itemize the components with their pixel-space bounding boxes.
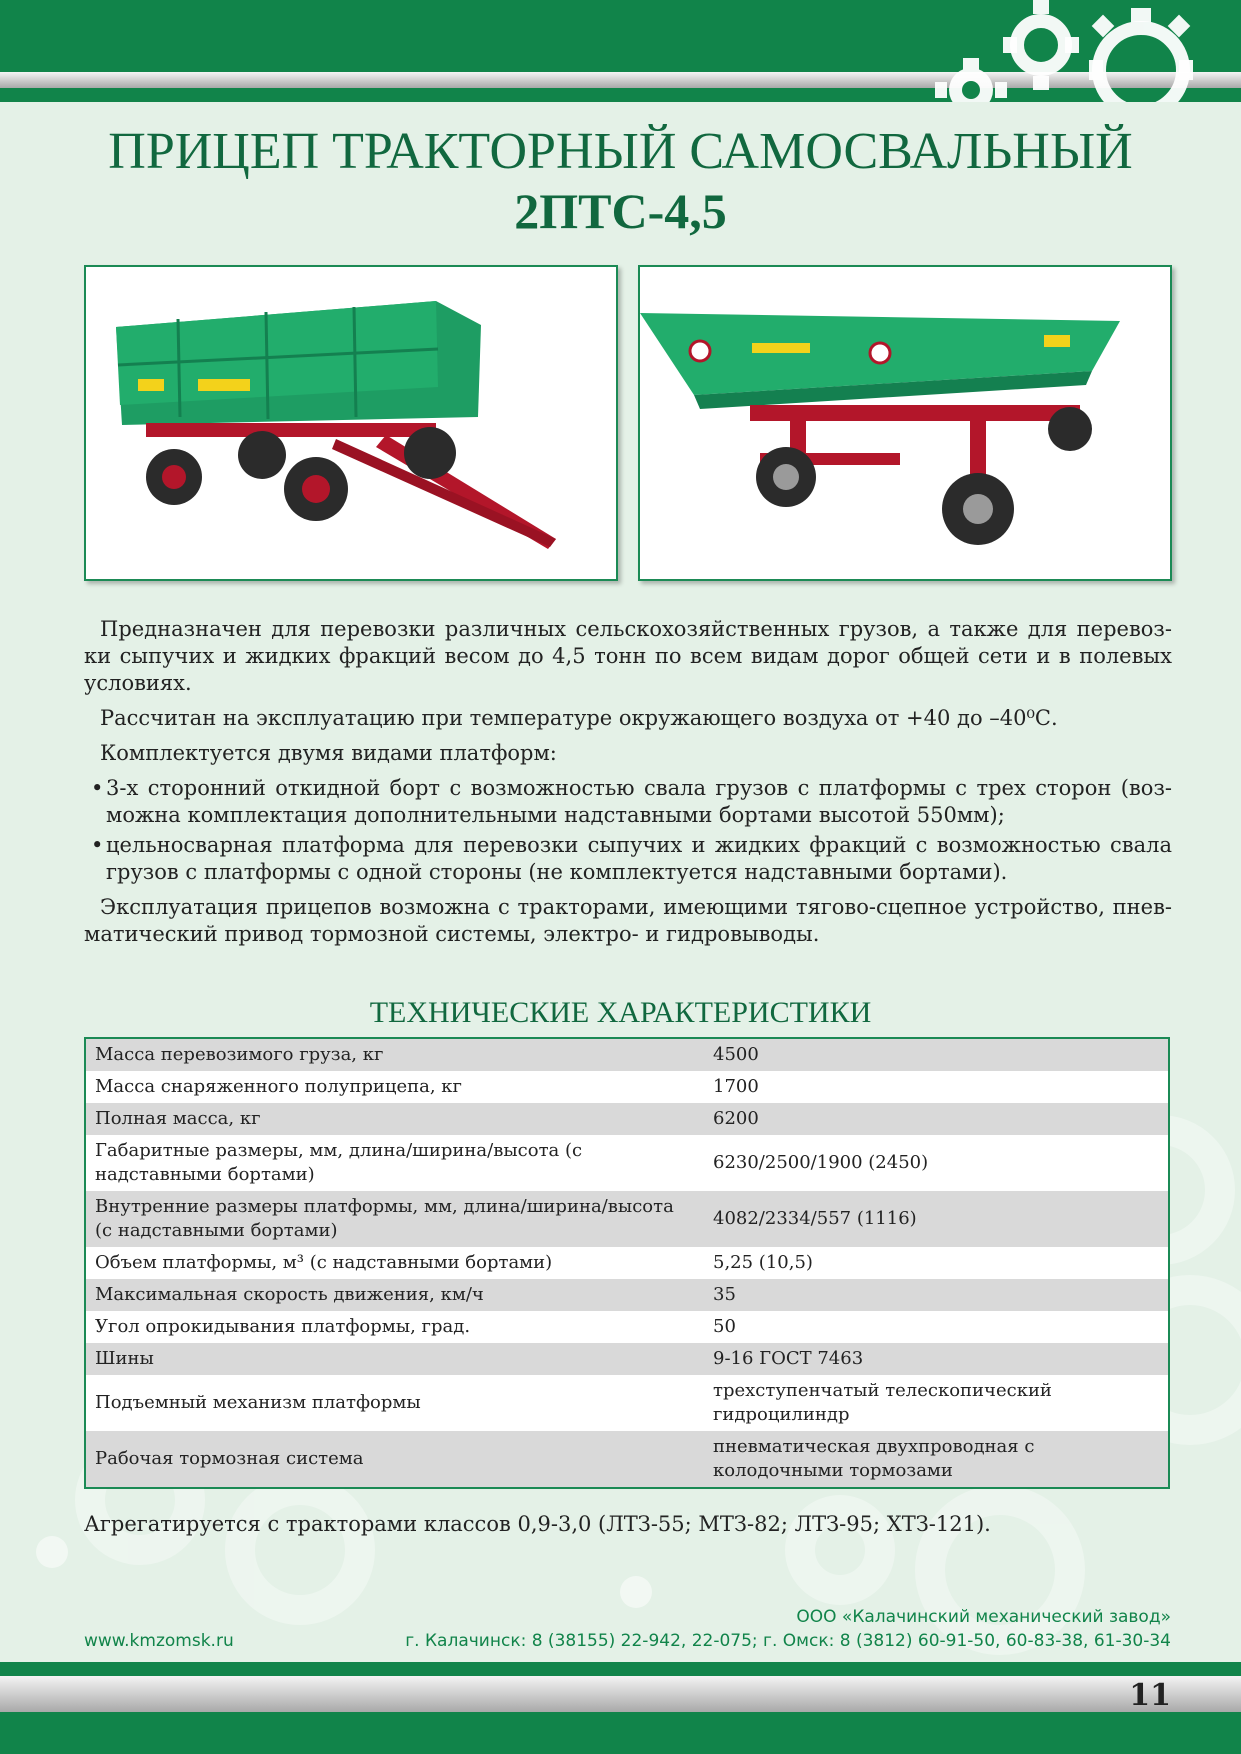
website-link[interactable]: www.kmzomsk.ru	[84, 1631, 234, 1651]
description	[84, 616, 1172, 956]
spec-value: 35	[704, 1279, 1169, 1311]
trailer-photo-right	[638, 265, 1172, 581]
table-row	[85, 1191, 1169, 1247]
trailer-photo-left	[84, 265, 618, 581]
description-paragraph: Эксплуатация прицепов возможна с тракторами, имеющими тягово-сцепное устройство, пнев-матический привод тормозной системы, электро- и гидровыводы.	[84, 895, 1172, 946]
table-row	[85, 1038, 1169, 1071]
spec-value: трехступенчатый телескопический гидроцилиндр	[704, 1375, 1169, 1431]
description-paragraph: Предназначен для перевозки различных сельскохозяйственных грузов, а также для перевоз-ки сыпучих и жидких фракций весом до 4,5 тонн по всем видам дорог общей сети и в полевых условиях.	[84, 617, 1172, 695]
table-row	[85, 1311, 1169, 1343]
trailer-front-image	[640, 267, 1170, 579]
compatibility-note: Агрегатируется с тракторами классов 0,9-3,0 (ЛТЗ-55; МТЗ-82; ЛТЗ-95; ХТЗ-121).	[84, 1512, 991, 1536]
spec-param: Габаритные размеры, мм, длина/ширина/высота (с надставными бортами)	[85, 1135, 704, 1191]
table-row	[85, 1103, 1169, 1135]
table-row	[85, 1135, 1169, 1191]
spec-param: Подъемный механизм платформы	[85, 1375, 704, 1431]
spec-param: Максимальная скорость движения, км/ч	[85, 1279, 704, 1311]
page-number: 11	[1129, 1678, 1171, 1713]
table-row	[85, 1431, 1169, 1488]
description-paragraph: Рассчитан на эксплуатацию при температуре окружающего воздуха от +40 до –40⁰С.	[100, 706, 1058, 730]
page-title: ПРИЦЕП ТРАКТОРНЫЙ САМОСВАЛЬНЫЙ	[108, 123, 1133, 180]
spec-param: Внутренние размеры платформы, мм, длина/ширина/высота (с надставными бортами)	[85, 1191, 704, 1247]
spec-value: 4082/2334/557 (1116)	[704, 1191, 1169, 1247]
spec-param: Угол опрокидывания платформы, град.	[85, 1311, 704, 1343]
spec-param: Масса перевозимого груза, кг	[85, 1038, 704, 1071]
table-row	[85, 1071, 1169, 1103]
spec-param: Полная масса, кг	[85, 1103, 704, 1135]
spec-value: 6200	[704, 1103, 1169, 1135]
description-paragraph: Комплектуется двумя видами платформ:	[100, 741, 557, 765]
table-row	[85, 1343, 1169, 1375]
spec-param: Масса снаряженного полуприцепа, кг	[85, 1071, 704, 1103]
spec-param: Шины	[85, 1343, 704, 1375]
spec-value: 1700	[704, 1071, 1169, 1103]
table-row	[85, 1375, 1169, 1431]
spec-value: 5,25 (10,5)	[704, 1247, 1169, 1279]
footer-band	[0, 1712, 1241, 1754]
footer-band-upper	[0, 1662, 1241, 1676]
spec-value: 6230/2500/1900 (2450)	[704, 1135, 1169, 1191]
spec-value: 4500	[704, 1038, 1169, 1071]
list-item: • цельносварная платформа для перевозки сыпучих и жидких фракций с возможностью свала грузов с платформы с одной стороны (не комплектуется надставными бортами).	[106, 832, 1172, 886]
spec-value: 50	[704, 1311, 1169, 1343]
trailer-side-image	[86, 267, 616, 579]
company-name: ООО «Калачинский механический завод»	[796, 1607, 1171, 1627]
footer-silver-stripe	[0, 1676, 1241, 1712]
spec-param: Рабочая тормозная система	[85, 1431, 704, 1488]
spec-value: 9-16 ГОСТ 7463	[704, 1343, 1169, 1375]
contact-phones: г. Калачинск: 8 (38155) 22-942, 22-075; г. Омск: 8 (3812) 60-91-50, 60-83-38, 61-30-34	[405, 1631, 1171, 1651]
table-row	[85, 1247, 1169, 1279]
gears-icon	[921, 0, 1221, 102]
spec-param: Объем платформы, м³ (с надставными бортами)	[85, 1247, 704, 1279]
specs-title: ТЕХНИЧЕСКИЕ ХАРАКТЕРИСТИКИ	[369, 996, 872, 1029]
model-title: 2ПТС-4,5	[514, 183, 727, 239]
specs-table	[84, 1037, 1170, 1489]
spec-value: пневматическая двухпроводная с колодочными тормозами	[704, 1431, 1169, 1488]
platform-list	[84, 775, 1172, 886]
table-row	[85, 1279, 1169, 1311]
list-item: • 3-х сторонний откидной борт с возможностью свала грузов с платформы с трех сторон (воз-можна комплектация дополнительными надставными бортами высотой 550мм);	[106, 775, 1172, 829]
